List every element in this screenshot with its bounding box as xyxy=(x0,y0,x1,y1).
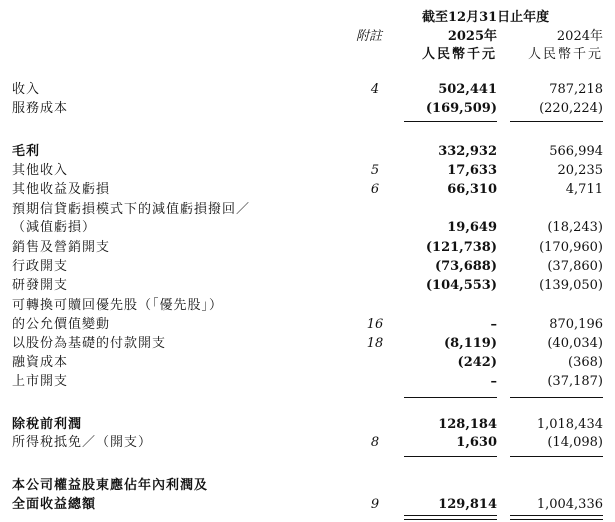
value-2025: – xyxy=(490,374,497,389)
table-row xyxy=(0,354,615,372)
table-row xyxy=(0,316,615,334)
row-note: 4 xyxy=(370,82,380,97)
table-row xyxy=(0,416,615,434)
row-label: 收入 xyxy=(12,82,41,97)
pretax-rule-2025 xyxy=(404,397,497,398)
pretax-rule-2024 xyxy=(510,397,603,398)
value-2025: 19,649 xyxy=(447,220,497,235)
table-row xyxy=(0,477,615,495)
unit-2024-header: 人民幣千元 xyxy=(527,47,603,62)
year-2025-header: 2025年 xyxy=(447,29,497,44)
value-2024: (18,243) xyxy=(547,220,603,235)
row-label: 行政開支 xyxy=(12,259,69,274)
year-2024-header: 2024年 xyxy=(556,29,603,44)
value-2024: (368) xyxy=(568,355,603,370)
note-column-header: 附註 xyxy=(356,29,383,44)
row-label: 研發開支 xyxy=(12,278,69,293)
row-label: 本公司權益股東應佔年內利潤及 xyxy=(12,478,209,493)
row-label: 全面收益總額 xyxy=(12,497,97,512)
value-2025: (8,119) xyxy=(443,336,497,351)
unit-2025-header: 人民幣千元 xyxy=(421,47,497,62)
table-row xyxy=(0,277,615,295)
value-2025: – xyxy=(490,317,497,332)
period-header: 截至12月31日止年度 xyxy=(422,10,550,25)
row-label: 銷售及營銷開支 xyxy=(12,240,111,255)
value-2025: (104,553) xyxy=(425,278,497,293)
table-row xyxy=(0,201,615,219)
row-label: 的公允價值變動 xyxy=(12,317,111,332)
row-note: 9 xyxy=(370,497,380,512)
table-row xyxy=(0,258,615,276)
row-label: 可轉換可贖回優先股（「優先股」） xyxy=(12,298,224,313)
row-note: 18 xyxy=(366,336,384,351)
table-row xyxy=(0,219,615,237)
value-2025: 17,633 xyxy=(447,163,497,178)
row-label: 其他收入 xyxy=(12,163,69,178)
subtotal-rule-2024 xyxy=(510,121,603,122)
table-row xyxy=(0,143,615,161)
row-note: 5 xyxy=(370,163,380,178)
value-2025: (73,688) xyxy=(434,259,497,274)
table-row xyxy=(0,239,615,257)
table-row xyxy=(0,181,615,199)
value-2024: 4,711 xyxy=(565,182,603,197)
row-label: 除稅前利潤 xyxy=(12,417,83,432)
table-row xyxy=(0,434,615,452)
value-2024: (139,050) xyxy=(539,278,603,293)
table-row xyxy=(0,335,615,353)
tax-rule-2025 xyxy=(404,456,497,457)
row-label: 以股份為基礎的付款開支 xyxy=(12,336,167,351)
row-note: 8 xyxy=(370,435,380,450)
value-2025: 129,814 xyxy=(438,497,497,512)
row-label: 毛利 xyxy=(12,144,41,159)
table-row xyxy=(0,297,615,315)
value-2025: 332,932 xyxy=(438,144,497,159)
row-label: 預期信貸虧損模式下的減值虧損撥回／ xyxy=(12,202,251,217)
value-2025: 66,310 xyxy=(447,182,497,197)
row-label: （減值虧損） xyxy=(12,220,97,235)
row-label: 融資成本 xyxy=(12,355,69,370)
table-row xyxy=(0,81,615,99)
value-2024: (170,960) xyxy=(539,240,603,255)
total-double-rule-2024 xyxy=(510,515,603,520)
row-label: 其他收益及虧損 xyxy=(12,182,111,197)
value-2024: (40,034) xyxy=(547,336,603,351)
value-2024: 20,235 xyxy=(557,163,603,178)
value-2025: (169,509) xyxy=(425,101,497,116)
value-2024: 787,218 xyxy=(549,82,603,97)
value-2025: 128,184 xyxy=(438,417,497,432)
row-note: 6 xyxy=(370,182,380,197)
value-2025: (121,738) xyxy=(425,240,497,255)
value-2024: 1,018,434 xyxy=(536,417,603,432)
value-2024: 566,994 xyxy=(549,144,603,159)
value-2025: 1,630 xyxy=(456,435,497,450)
value-2024: (220,224) xyxy=(539,101,603,116)
value-2024: (37,187) xyxy=(547,374,603,389)
subtotal-rule-2025 xyxy=(404,121,497,122)
table-row xyxy=(0,373,615,391)
value-2025: (242) xyxy=(457,355,497,370)
value-2024: (37,860) xyxy=(547,259,603,274)
table-row xyxy=(0,496,615,514)
tax-rule-2024 xyxy=(510,456,603,457)
row-note: 16 xyxy=(366,317,384,332)
total-double-rule-2025 xyxy=(404,515,497,520)
value-2025: 502,441 xyxy=(438,82,497,97)
table-row xyxy=(0,100,615,118)
table-row xyxy=(0,162,615,180)
value-2024: (14,098) xyxy=(547,435,603,450)
row-label: 上市開支 xyxy=(12,374,69,389)
row-label: 所得稅抵免／（開支） xyxy=(12,435,153,450)
row-label: 服務成本 xyxy=(12,101,69,116)
value-2024: 870,196 xyxy=(549,317,603,332)
value-2024: 1,004,336 xyxy=(536,497,603,512)
